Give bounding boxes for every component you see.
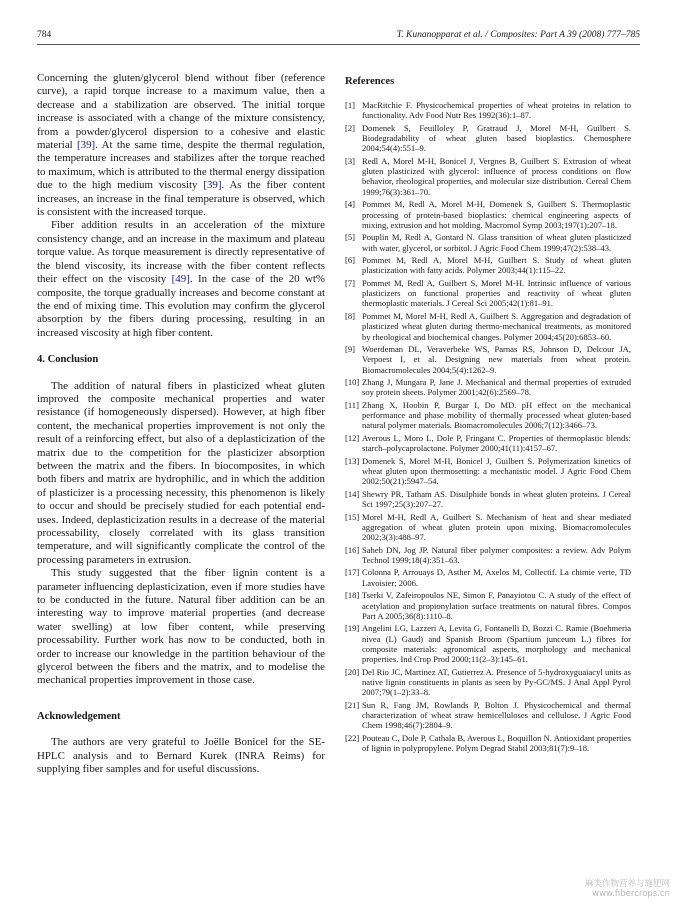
reference-item [345,311,631,342]
reference-number: [8] [345,310,355,321]
citation-link[interactable]: [49] [171,273,190,286]
watermark-url: www.fibercrops.cn [592,889,670,899]
reference-number: [18] [345,590,360,601]
reference-item [345,123,631,154]
reference-item [345,344,631,375]
reference-item [345,567,631,588]
reference-text: Saheb DN, Jog JP. Natural fiber polymer composites: a review. Adv Polym Technol 1999;18(4):351–63. [362,544,631,565]
paragraph-conclusion-1: The addition of natural fibers in plasticized wheat gluten improved the composite mechanical properties and water resistance (if homogeneously dispersed). However, at high fiber content, the mechanical properties improvement is not only the result of a reinforcing effect, but also of a deplasticization of the matrix due to the competition for the plasticizer absorption between the matrix and the fibers. In biocomposites, in which both fibers and matrix are hydrophilic, and in which the addition of plasticizer is a processing necessity, this phenomenon is likely to occur and should be precisely studied for each potential end-uses. Indeed, deplasticization results in a decrease of the material processability, closely correlated with its glass transition temperature, and will significantly complicate the control of the processing parameters in extrusion. [37,379,325,566]
reference-item [345,623,631,664]
reference-item [345,433,631,454]
section-heading-acknowledgement: Acknowledgement [37,710,121,722]
paragraph-acknowledgement: The authors are very grateful to Joëlle Bonicel for the SE-HPLC analysis and to Bernard Kurek (INRA Reims) for supplying fiber samples and for useful discussions. [37,736,325,776]
reference-number: [7] [345,277,355,288]
reference-item [345,700,631,731]
reference-number: [21] [345,699,360,710]
reference-text: Pouplin M, Redl A, Gontard N. Glass transition of wheat gluten plasticized with water, glycerol, or sorbitol. J Agric Food Chem 1999;47(2):538–43. [362,232,631,253]
journal-reference: T. Kunanopparat et al. / Composites: Part A 39 (2008) 777–785 [396,30,640,40]
left-column [37,72,325,777]
reference-text: Pommet M, Redl A, Morel M-H, Domenek S, Guilbert S. Thermoplastic processing of protein-based bioplastics: chemical engineering aspects of mixing, extrusion and hot molding. Macromol Symp 2003;197(1):207–18. [362,199,631,230]
reference-text: MacRitchie F. Physicochemical properties of wheat proteins in relation to functionality. Adv Food Nutr Res 1992(36):1–87. [362,100,631,121]
reference-text: Colonna P, Arrouays D, Asther M, Axelos M, Collectif. La chimie verte, TD Lavoisier; 2006. [362,567,631,588]
citation-link[interactable]: [39] [203,179,222,192]
right-column [345,76,631,756]
reference-item [345,489,631,510]
reference-text: Domenek S, Feuilloley P, Gratraud J, Morel M-H, Guilbert S. Biodegradability of wheat gluten based bioplastics. Chemosphere 2004;54(4):551–9. [362,122,631,154]
section-heading-conclusion: 4. Conclusion [37,354,99,366]
reference-text: Angelini LG, Lazzeri A, Levita G, Fontanelli D, Bozzi C. Ramie (Boehmeria nivea (L) Gaud) and Spanish Broom (Spartium junceum L.) fibres for composite materials: agronomical aspects, morphology and mechanical properties. Ind Crop Prod 2000;11(2–3):145–61. [362,623,631,665]
paragraph-fiber-addition [37,219,325,340]
running-header [37,30,640,45]
reference-item [345,377,631,398]
paragraph-torque-reference [37,72,325,219]
reference-item [345,512,631,543]
reference-item [345,232,631,253]
reference-number: [12] [345,432,360,443]
reference-text: Morel M-H, Redl A, Guilbert S. Mechanism of heat and shear mediated aggregation of wheat gluten protein upon mixing. Biomacromolecules 2002;3(3):488–97. [362,511,631,543]
reference-number: [4] [345,199,355,210]
references-heading: References [345,76,395,87]
page-number: 784 [37,30,52,40]
paragraph-text: Fiber addition results in an acceleration of the mixture consistency change, and an increase in the maximum and plateau torque value. As torque measurement is directly representative of the blend viscosity, its increase with the fiber content reflects their effect on the viscosity [37,219,325,286]
watermark-line: 麻类作物营养与施肥网 [584,879,670,889]
reference-item [345,590,631,621]
reference-text: Redl A, Morel M-H, Bonicel J, Vergnes B, Guilbert S. Extrusion of wheat gluten plasticized with glycerol: influence of process conditions on flow behavior, rheological properties, and molecular size distribution. Cereal Chem 1999;76(3):361–70. [362,155,631,197]
reference-text: Pommet M, Redl A, Morel M-H, Guilbert S. Study of wheat gluten plasticization with fatty acids. Polymer 2003;44(1):115–22. [362,255,631,276]
reference-text: Zhang X, Hoobin P, Burgar I, Do MD. pH effect on the mechanical performance and phase mobility of thermally processed wheat gluten-based natural polymer materials. Biomacromolecules 2006;7(12):3466–73. [362,399,631,431]
reference-item [345,278,631,309]
reference-number: [20] [345,666,360,677]
reference-number: [14] [345,488,360,499]
reference-number: [9] [345,344,355,355]
reference-number: [22] [345,732,360,743]
paragraph-text: . At the same time, despite the thermal regulation, the temperature increases and stabilizes after the torque reached to maximum, which is attributed to the thermal energy dissipation due to the high medium viscosity [37,139,325,192]
reference-item [345,545,631,566]
reference-text: Domenek S, Morel M-H, Bonicel J, Guilbert S. Polymerization kinetics of wheat gluten upon thermosetting: a mechanistic model. J Agric Food Chem 2002;50(21):5947–54. [362,455,631,487]
reference-item [345,667,631,698]
reference-item [345,255,631,276]
reference-item [345,400,631,431]
reference-text: Pommet M, Redl A, Guilbert S, Morel M-H. Intrinsic influence of various plasticizers on functional properties and reactivity of wheat gluten thermoplastic materials. J Cereal Sci 2005;42(1):81–91. [362,277,631,309]
reference-number: [10] [345,377,360,388]
reference-item [345,733,631,754]
citation-link[interactable]: [39] [77,139,96,152]
paragraph-text: Concerning the gluten/glycerol blend without fiber (reference curve), a rapid torque increase to a maximum value, then a decrease and a stabilization are observed. The initial torque increase is associated with a change of the mixture consistency, from a powder/glycerol dispersion to a cohesive and elastic material [37,72,325,152]
paragraph-conclusion-2: This study suggested that the fiber lignin content is a parameter influencing deplasticization, even if more studies have to be conducted in the future. Natural fiber addition can be an interesting way to improve material properties (and decrease water swelling) at low fiber content, while preserving processability. Further work has now to be conducted, both in order to increase our knowledge in the partition behaviour of the glycerol between the fibers and the matrix, and to modelise the mechanical properties improvement in those case. [37,567,325,687]
reference-item [345,199,631,230]
reference-number: [16] [345,544,360,555]
reference-text: Sun R, Fang JM, Rowlands P, Bolton J. Physicochemical and thermal characterization of wheat straw hemicelluloses and cellulose. J Agric Food Chem 1998;46(7):2804–9. [362,699,631,731]
watermark [585,879,670,899]
reference-number: [13] [345,455,360,466]
reference-item [345,156,631,197]
reference-number: [17] [345,567,360,578]
reference-text: Tserki V, Zafeiropoulos NE, Simon F, Panayiotou C. A study of the effect of acetylation and propionylation surface treatments on natural fibres. Compos Part A 2005;36(8):1110–8. [362,590,631,621]
reference-number: [5] [345,232,355,243]
reference-number: [1] [345,100,355,110]
paragraph-text: . In the case of the 20 wt% composite, the torque gradually increases and become constant at the end of mixing time. This evolution may confirm the glycerol absorption by the fibers during processing, resulting in an increased viscosity at high fiber content. [37,273,325,339]
reference-number: [11] [345,399,359,410]
reference-text: Averous L, Moro L, Dole P, Fringant C. Properties of thermoplastic blends: starch–polycaprolactone. Polymer 2000;41(11):4157–67. [362,432,631,454]
reference-number: [15] [345,511,360,522]
reference-number: [19] [345,623,360,634]
reference-text: Pouteau C, Dole P, Cathala B, Averous L, Boquillon N. Antioxidant properties of lignin in polypropylene. Polym Degrad Stabil 2003;81(7):9–18. [362,732,631,754]
reference-text: Del Rio JC, Martinez AT, Gutierrez A. Presence of 5-hydroxyguaiacyl units as native lignin constituents in plants as seen by Py-GC/MS. J Anal Appl Pyrol 2007;79(1–2):33–8. [362,666,631,698]
paragraph-text: . As the fiber content increases, an increase in the final temperature is observed, which is consistent with the increased torque. [37,179,325,219]
reference-item [345,100,631,121]
reference-list [345,100,631,753]
reference-text: Woerdeman DL, Veraverbeke WS, Parnas RS, Johnson D, Delcour JA, Verpoest I, et al. Designing new materials from wheat protein. Biomacromolecules 2004;5(4):1262–9. [362,344,631,375]
reference-text: Zhang J, Mungara P, Jane J. Mechanical and thermal properties of extruded soy protein sheets. Polymer 2001;42(6):2569–78. [362,377,631,398]
reference-item [345,456,631,487]
reference-number: [3] [345,155,355,166]
reference-text: Pommet M, Morel M-H, Redl A, Guilbert S. Aggregation and degradation of plasticized wheat gluten during thermo-mechanical treatments, as monitored by rheological and biochemical changes. Polymer 2004;45(20):6853–60. [362,310,631,342]
reference-number: [2] [345,122,355,133]
reference-text: Shewry PR, Tatham AS. Disulphide bonds in wheat gluten proteins. J Cereal Sci 1997;25(3):207–27. [362,488,631,510]
reference-number: [6] [345,255,355,266]
